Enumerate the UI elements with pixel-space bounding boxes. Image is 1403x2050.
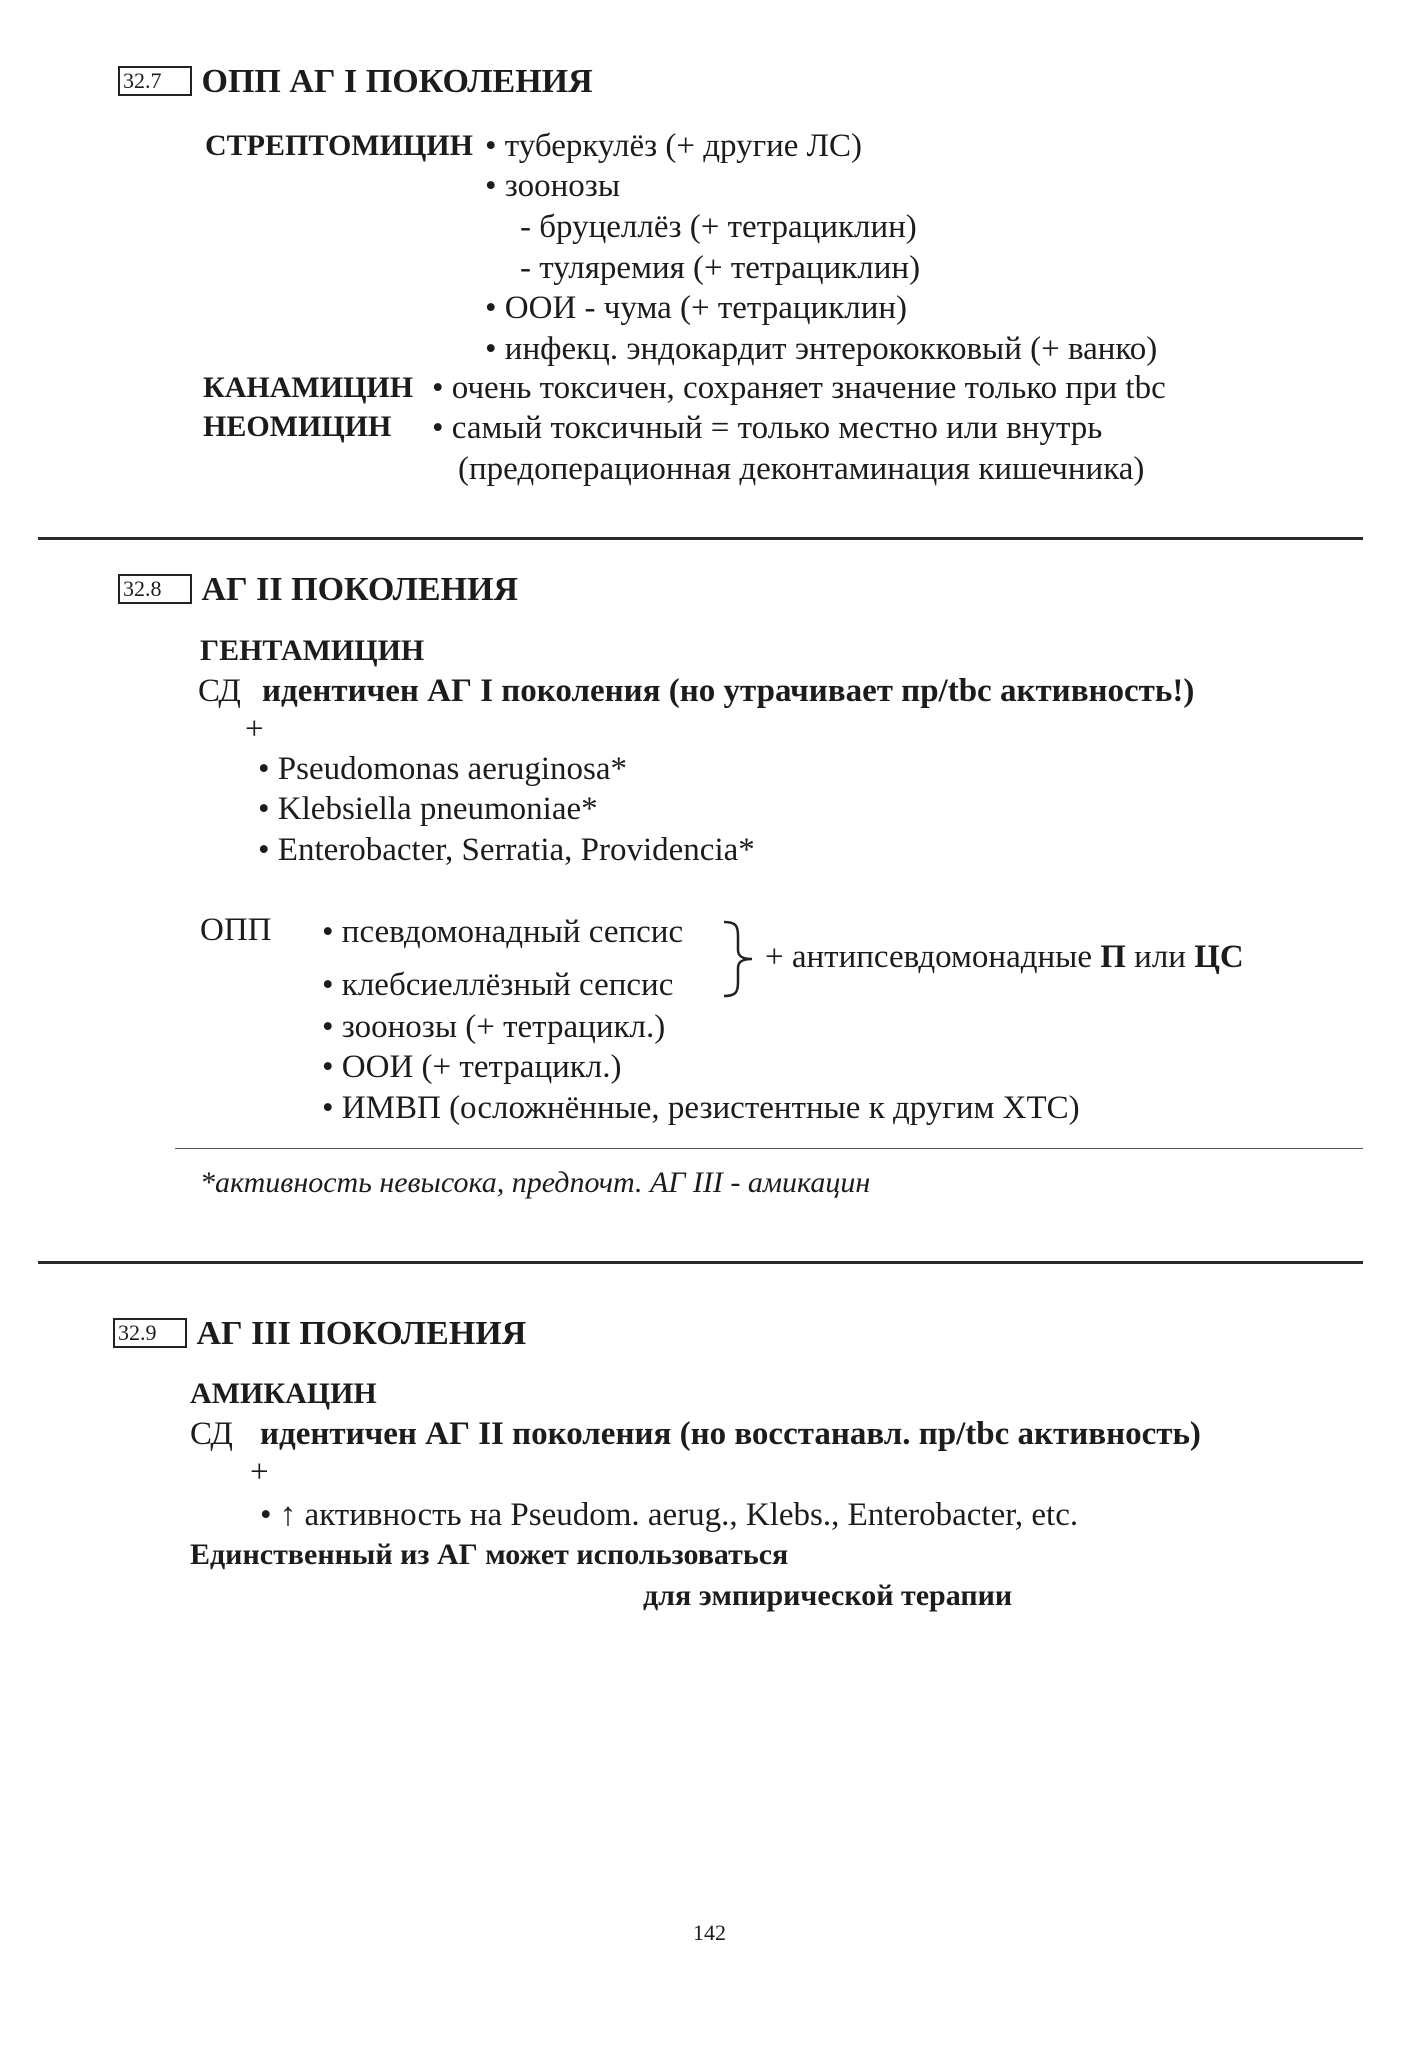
strepto-item-2: • зоонозы (485, 168, 621, 204)
opp-item-5: • ИМВП (осложнённые, резистентные к другим ХТС) (322, 1090, 1080, 1126)
section-heading-32-8 (118, 570, 518, 610)
drug-gentamicin: ГЕНТАМИЦИН (200, 634, 425, 667)
kanamycin-text: • очень токсичен, сохраняет значение только при tbc (432, 370, 1166, 406)
sd-text: идентичен АГ I поколения (но утрачивает пр/tbc активность!) (262, 673, 1195, 709)
neomycin-text: • самый токсичный = только местно или внутрь (432, 410, 1103, 446)
section-number: 32.9 (113, 1318, 187, 1348)
section-number: 32.8 (118, 574, 192, 604)
section-number: 32.7 (118, 66, 192, 96)
brace-text-mid: или (1125, 939, 1195, 975)
empiric-line-1: Единственный из АГ может использоваться (190, 1538, 789, 1571)
empiric-line-2: для эмпирической терапии (643, 1579, 1013, 1612)
drug-streptomycin: СТРЕПТОМИЦИН (205, 129, 473, 162)
page-number: 142 (693, 1920, 726, 1945)
strepto-item-5: • ООИ - чума (+ тетрациклин) (485, 290, 908, 326)
section-title: АГ III ПОКОЛЕНИЯ (196, 1315, 527, 1352)
section-heading-32-9 (113, 1314, 526, 1354)
plus-sign: + (245, 711, 264, 747)
strepto-item-1: • туберкулёз (+ другие ЛС) (485, 128, 863, 164)
section-divider (38, 1261, 1363, 1264)
plus-sign: + (250, 1454, 269, 1490)
section-divider (38, 537, 1363, 540)
opp-item-2: • клебсиеллёзный сепсис (322, 967, 674, 1003)
section-title: АГ II ПОКОЛЕНИЯ (201, 571, 519, 608)
section-title: ОПП АГ I ПОКОЛЕНИЯ (201, 63, 593, 100)
opp-label: ОПП (200, 912, 272, 948)
opp-item-3: • зоонозы (+ тетрацикл.) (322, 1009, 666, 1045)
amikacin-bullet: • ↑ активность на Pseudom. aerug., Klebs., Enterobacter, etc. (260, 1497, 1079, 1533)
strepto-item-6: • инфекц. эндокардит энтерококковый (+ ванко) (485, 331, 1158, 367)
drug-amikacin: АМИКАЦИН (190, 1377, 377, 1410)
brace-text-p: П (1100, 939, 1126, 975)
strepto-item-3: - бруцеллёз (+ тетрациклин) (520, 209, 917, 245)
strepto-item-4: - туляремия (+ тетрациклин) (520, 250, 921, 286)
drug-neomycin: НЕОМИЦИН (203, 410, 392, 443)
organism-item-3: • Enterobacter, Serratia, Providencia* (258, 832, 755, 868)
brace-text-cs: ЦС (1194, 939, 1244, 975)
sd-label: СД (190, 1416, 233, 1452)
opp-item-4: • ООИ (+ тетрацикл.) (322, 1049, 622, 1085)
footnote: *активность невысока, предпочт. АГ III - амикацин (200, 1166, 871, 1199)
opp-item-1: • псевдомонадный сепсис (322, 914, 684, 950)
neomycin-text-2: (предоперационная деконтаминация кишечника) (458, 451, 1145, 487)
organism-item-2: • Klebsiella pneumoniae* (258, 791, 598, 827)
brace-text: + антипсевдомонадные (765, 939, 1101, 975)
sd-label: СД (198, 673, 241, 709)
brace-annotation (765, 938, 1244, 976)
curly-brace-icon (720, 918, 760, 1000)
organism-item-1: • Pseudomonas aeruginosa* (258, 751, 627, 787)
sd-text: идентичен АГ II поколения (но восстанавл. пр/tbc активность) (260, 1416, 1201, 1452)
drug-kanamycin: КАНАМИЦИН (203, 371, 414, 404)
footnote-divider (175, 1148, 1363, 1149)
section-heading-32-7 (118, 62, 593, 102)
